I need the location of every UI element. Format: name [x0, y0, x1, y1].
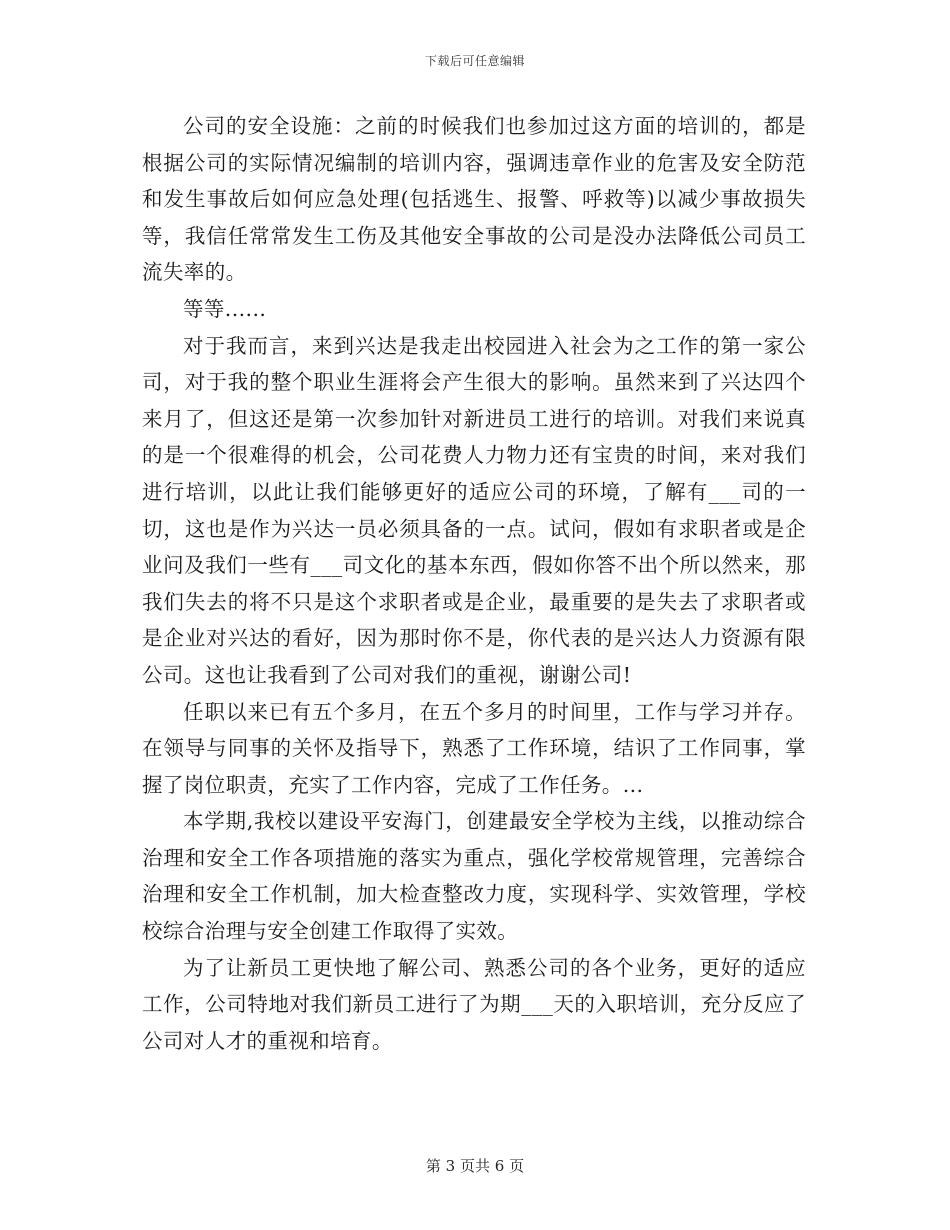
paragraph-onboarding-training: 为了让新员工更快地了解公司、熟悉公司的各个业务，更好的适应工作，公司特地对我们新员工进行了为期___天的入职培训，充分反应了公司对人才的重视和培育。 — [142, 955, 806, 1053]
paragraph-five-months: 任职以来已有五个多月，在五个多月的时间里，工作与学习并存。在领导与同事的关怀及指导下，熟悉了工作环境，结识了工作同事，掌握了岗位职责，充实了工作内容，完成了工作任务。... — [142, 699, 806, 797]
paragraph-etc: 等等...... — [183, 296, 267, 321]
document-body — [142, 108, 806, 1059]
paragraph-xingda-experience: 对于我而言，来到兴达是我走出校园进入社会为之工作的第一家公司，对于我的整个职业生涯将会产生很大的影响。虽然来到了兴达四个来月了，但这还是第一次参加针对新进员工进行的培训。对我们来说真的是一个很难得的机会，公司花费人力物力还有宝贵的时间，来对我们进行培训，以此让我们能够更好的适应公司的环境，了解有___司的一切，这也是作为兴达一员必须具备的一点。试问，假如有求职者或是企业问及我们一些有___司文化的基本东西，假如你答不出个所以然来，那我们失去的将不只是这个求职者或是企业，最重要的是失去了求职者或是企业对兴达的看好，因为那时你不是，你代表的是兴达人力资源有限公司。这也让我看到了公司对我们的重视，谢谢公司! — [142, 333, 806, 687]
paragraph-school-safety: 本学期,我校以建设平安海门，创建最安全学校为主线，以推动综合治理和安全工作各项措施的落实为重点，强化学校常规管理，完善综合治理和安全工作机制，加大检查整改力度，实现科学、实效管理，学校校综合治理与安全创建工作取得了实效。 — [142, 809, 806, 944]
page-header: 下载后可任意编辑 — [424, 54, 525, 68]
paragraph-safety-facilities: 公司的安全设施：之前的时候我们也参加过这方面的培训的，都是根据公司的实际情况编制的培训内容，强调违章作业的危害及安全防范和发生事故后如何应急处理(包括逃生、报警、呼救等)以减少事故损失等，我信任常常发生工伤及其他安全事故的公司是没办法降低公司员工流失率的。 — [142, 114, 806, 285]
page-footer: 第 3 页共 6 页 — [425, 1157, 525, 1175]
